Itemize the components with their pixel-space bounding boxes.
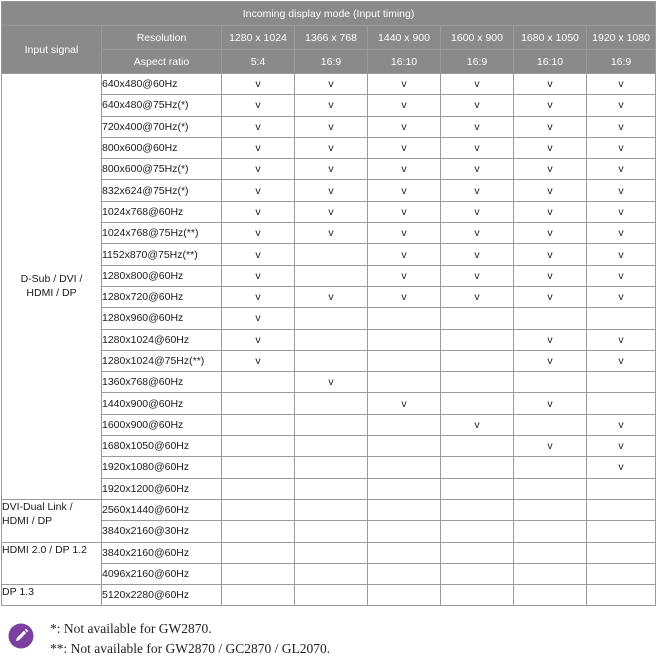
support-mark: v <box>441 159 514 180</box>
input-signal-header: Input signal <box>2 26 102 74</box>
aspect-ratio-header: 5:4 <box>222 50 295 74</box>
timing-mode: 1024x768@75Hz(**) <box>102 223 222 244</box>
resolution-header: 1366 x 768 <box>295 26 368 50</box>
support-mark <box>222 563 295 584</box>
input-signal-group <box>2 499 102 542</box>
support-mark: v <box>368 95 441 116</box>
input-signal-label: HDMI / DP <box>2 515 53 528</box>
support-mark: v <box>514 244 587 265</box>
table-title: Incoming display mode (Input timing) <box>2 2 656 26</box>
support-mark <box>368 372 441 393</box>
support-mark <box>514 499 587 520</box>
aspect-ratio-header: 16:10 <box>368 50 441 74</box>
support-mark: v <box>587 329 656 350</box>
input-signal-label: DP 1.3 <box>2 586 34 599</box>
support-mark: v <box>514 95 587 116</box>
support-mark: v <box>441 244 514 265</box>
aspect-ratio-header: 16:10 <box>514 50 587 74</box>
table-row <box>2 499 656 520</box>
support-mark <box>295 393 368 414</box>
footnote-double-asterisk: **: Not available for GW2870 / GC2870 / GL2070. <box>50 641 331 656</box>
support-mark: v <box>441 95 514 116</box>
support-mark: v <box>222 201 295 222</box>
timing-mode: 1280x800@60Hz <box>102 265 222 286</box>
support-mark: v <box>514 116 587 137</box>
support-mark: v <box>222 244 295 265</box>
support-mark <box>368 350 441 371</box>
timing-mode: 1440x900@60Hz <box>102 393 222 414</box>
footnotes <box>8 621 648 659</box>
support-mark: v <box>514 159 587 180</box>
support-mark <box>587 563 656 584</box>
support-mark: v <box>587 265 656 286</box>
support-mark <box>587 521 656 542</box>
resolution-header: 1280 x 1024 <box>222 26 295 50</box>
support-mark <box>222 436 295 457</box>
support-mark <box>222 372 295 393</box>
support-mark <box>587 585 656 606</box>
support-mark <box>368 563 441 584</box>
resolution-header: 1680 x 1050 <box>514 26 587 50</box>
support-mark <box>514 585 587 606</box>
support-mark: v <box>222 137 295 158</box>
timing-mode: 3840x2160@30Hz <box>102 521 222 542</box>
support-mark <box>295 563 368 584</box>
timing-mode: 3840x2160@60Hz <box>102 542 222 563</box>
support-mark: v <box>222 308 295 329</box>
table-row <box>2 74 656 95</box>
support-mark <box>514 563 587 584</box>
support-mark: v <box>368 223 441 244</box>
resolution-header: 1920 x 1080 <box>587 26 656 50</box>
input-signal-label: DVI-Dual Link / <box>2 500 73 513</box>
support-mark <box>222 585 295 606</box>
support-mark <box>587 393 656 414</box>
support-mark <box>514 542 587 563</box>
support-mark: v <box>587 244 656 265</box>
input-signal-group <box>2 74 102 500</box>
aspect-ratio-label: Aspect ratio <box>102 50 222 74</box>
support-mark <box>295 244 368 265</box>
support-mark: v <box>222 329 295 350</box>
footnote-single-asterisk: *: Not available for GW2870. <box>50 621 212 636</box>
support-mark: v <box>587 180 656 201</box>
support-mark: v <box>441 223 514 244</box>
support-mark <box>368 436 441 457</box>
timing-mode: 1280x1024@75Hz(**) <box>102 350 222 371</box>
support-mark: v <box>587 286 656 307</box>
support-mark: v <box>295 180 368 201</box>
aspect-ratio-header: 16:9 <box>295 50 368 74</box>
support-mark <box>222 478 295 499</box>
timing-mode: 4096x2160@60Hz <box>102 563 222 584</box>
support-mark: v <box>441 74 514 95</box>
support-mark: v <box>368 137 441 158</box>
timing-mode: 5120x2280@60Hz <box>102 585 222 606</box>
support-mark <box>222 457 295 478</box>
support-mark <box>295 585 368 606</box>
input-signal-group <box>2 542 102 585</box>
pencil-note-icon <box>8 623 34 649</box>
support-mark: v <box>222 223 295 244</box>
support-mark <box>368 457 441 478</box>
support-mark <box>587 478 656 499</box>
support-mark <box>441 350 514 371</box>
support-mark <box>295 414 368 435</box>
support-mark <box>514 457 587 478</box>
support-mark: v <box>368 201 441 222</box>
support-mark <box>222 521 295 542</box>
support-mark: v <box>514 180 587 201</box>
timing-mode: 1024x768@60Hz <box>102 201 222 222</box>
support-mark <box>222 393 295 414</box>
support-mark <box>368 308 441 329</box>
support-mark <box>441 393 514 414</box>
support-mark <box>222 542 295 563</box>
support-mark <box>514 478 587 499</box>
table-row <box>2 585 656 606</box>
support-mark: v <box>441 286 514 307</box>
timing-mode: 1680x1050@60Hz <box>102 436 222 457</box>
support-mark <box>295 499 368 520</box>
support-mark <box>368 585 441 606</box>
resolution-label: Resolution <box>102 26 222 50</box>
input-signal-label: HDMI 2.0 / DP 1.2 <box>2 543 88 556</box>
support-mark <box>368 478 441 499</box>
support-mark: v <box>295 286 368 307</box>
support-mark <box>295 436 368 457</box>
support-mark <box>441 308 514 329</box>
timing-mode: 640x480@60Hz <box>102 74 222 95</box>
support-mark: v <box>441 201 514 222</box>
support-mark <box>295 542 368 563</box>
input-signal-group <box>2 585 102 606</box>
timing-mode: 1920x1080@60Hz <box>102 457 222 478</box>
support-mark: v <box>587 201 656 222</box>
support-mark: v <box>295 372 368 393</box>
support-mark <box>441 478 514 499</box>
timing-mode: 720x400@70Hz(*) <box>102 116 222 137</box>
support-mark <box>295 308 368 329</box>
support-mark <box>441 542 514 563</box>
support-mark <box>441 499 514 520</box>
support-mark: v <box>587 350 656 371</box>
support-mark: v <box>368 393 441 414</box>
timing-mode: 1280x720@60Hz <box>102 286 222 307</box>
support-mark <box>295 350 368 371</box>
support-mark: v <box>368 265 441 286</box>
support-mark: v <box>222 74 295 95</box>
support-mark <box>441 585 514 606</box>
support-mark <box>441 563 514 584</box>
support-mark <box>514 521 587 542</box>
aspect-ratio-header: 16:9 <box>587 50 656 74</box>
support-mark: v <box>514 223 587 244</box>
timing-mode: 1280x960@60Hz <box>102 308 222 329</box>
support-mark: v <box>514 286 587 307</box>
support-mark <box>587 372 656 393</box>
support-mark <box>514 414 587 435</box>
support-mark: v <box>368 159 441 180</box>
support-mark: v <box>368 116 441 137</box>
support-mark: v <box>587 414 656 435</box>
support-mark: v <box>295 159 368 180</box>
support-mark <box>587 499 656 520</box>
support-mark: v <box>441 265 514 286</box>
resolution-header: 1440 x 900 <box>368 26 441 50</box>
support-mark: v <box>222 159 295 180</box>
support-mark: v <box>587 159 656 180</box>
timing-mode: 832x624@75Hz(*) <box>102 180 222 201</box>
support-mark: v <box>368 244 441 265</box>
support-mark: v <box>514 74 587 95</box>
support-mark: v <box>514 265 587 286</box>
support-mark: v <box>587 116 656 137</box>
support-mark: v <box>587 223 656 244</box>
support-mark: v <box>587 457 656 478</box>
support-mark <box>514 308 587 329</box>
timing-mode: 800x600@60Hz <box>102 137 222 158</box>
aspect-ratio-header: 16:9 <box>441 50 514 74</box>
support-mark: v <box>295 137 368 158</box>
support-mark: v <box>587 95 656 116</box>
support-mark: v <box>587 436 656 457</box>
support-mark: v <box>514 201 587 222</box>
input-timing-table <box>1 1 656 606</box>
support-mark <box>295 329 368 350</box>
support-mark: v <box>222 95 295 116</box>
timing-mode: 1280x1024@60Hz <box>102 329 222 350</box>
support-mark: v <box>441 116 514 137</box>
support-mark <box>368 542 441 563</box>
support-mark: v <box>514 436 587 457</box>
support-mark <box>368 414 441 435</box>
support-mark: v <box>368 74 441 95</box>
support-mark: v <box>222 265 295 286</box>
support-mark: v <box>222 116 295 137</box>
support-mark <box>368 521 441 542</box>
support-mark: v <box>514 329 587 350</box>
timing-mode: 1360x768@60Hz <box>102 372 222 393</box>
support-mark <box>295 457 368 478</box>
support-mark: v <box>368 180 441 201</box>
support-mark <box>222 414 295 435</box>
support-mark: v <box>295 74 368 95</box>
support-mark: v <box>368 286 441 307</box>
support-mark: v <box>295 116 368 137</box>
support-mark <box>514 372 587 393</box>
table-row <box>2 542 656 563</box>
support-mark: v <box>222 350 295 371</box>
support-mark: v <box>587 74 656 95</box>
support-mark: v <box>295 95 368 116</box>
support-mark: v <box>441 137 514 158</box>
support-mark <box>441 457 514 478</box>
support-mark: v <box>587 137 656 158</box>
timing-mode: 1152x870@75Hz(**) <box>102 244 222 265</box>
timing-mode: 1600x900@60Hz <box>102 414 222 435</box>
support-mark <box>295 521 368 542</box>
support-mark <box>222 499 295 520</box>
support-mark <box>587 542 656 563</box>
timing-rows <box>2 74 656 606</box>
timing-mode: 1920x1200@60Hz <box>102 478 222 499</box>
support-mark <box>441 329 514 350</box>
timing-mode: 800x600@75Hz(*) <box>102 159 222 180</box>
timing-mode: 640x480@75Hz(*) <box>102 95 222 116</box>
timing-mode: 2560x1440@60Hz <box>102 499 222 520</box>
support-mark <box>368 329 441 350</box>
support-mark <box>441 372 514 393</box>
support-mark: v <box>514 350 587 371</box>
support-mark <box>295 265 368 286</box>
resolution-header: 1600 x 900 <box>441 26 514 50</box>
support-mark: v <box>295 223 368 244</box>
support-mark: v <box>441 414 514 435</box>
input-signal-label: HDMI / DP <box>26 287 77 300</box>
support-mark <box>587 308 656 329</box>
support-mark <box>441 436 514 457</box>
support-mark: v <box>222 286 295 307</box>
support-mark <box>441 521 514 542</box>
input-signal-label: D-Sub / DVI / <box>20 273 83 286</box>
support-mark <box>368 499 441 520</box>
support-mark: v <box>514 137 587 158</box>
support-mark: v <box>295 201 368 222</box>
support-mark <box>295 478 368 499</box>
support-mark: v <box>222 180 295 201</box>
support-mark: v <box>514 393 587 414</box>
support-mark: v <box>441 180 514 201</box>
